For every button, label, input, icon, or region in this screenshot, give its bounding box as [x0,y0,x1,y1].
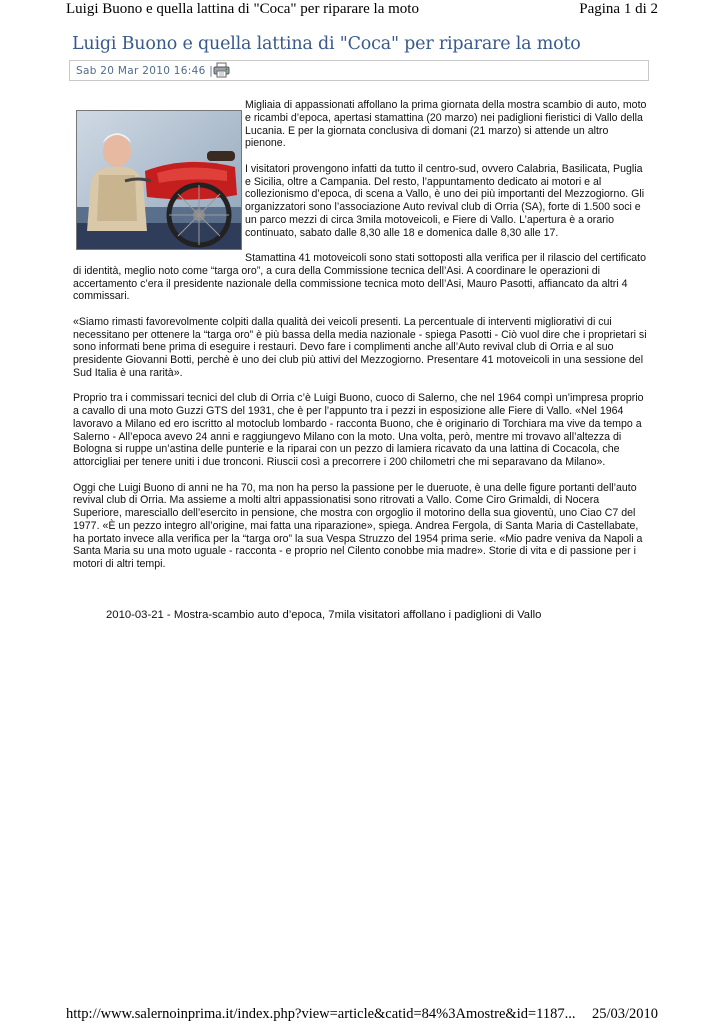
article-paragraph: «Siamo rimasti favorevolmente colpiti dalla qualità dei veicoli presenti. La percentuale di interventi migliorativi di cui necessitano per ottenere la “targa oro” è più bassa della media nazionale - spiega Pasotti - Ciò vuol dire che i proprietari si sono informati bene prima di eseguire i restauri. Devo fare i complimenti anche all’Auto revival club di Orria e al suo presidente Giovanni Botti, perchè è uno dei club più attivi del Mezzogiorno. Presentare 41 motoveicoli in una sessione del Sud Italia è una rarità». [73,315,647,379]
article-paragraph: Stamattina 41 motoveicoli sono stati sottoposti alla verifica per il rilascio del certificato di identità, meglio noto come “targa oro”, a cura della Commissione tecnica dell’Asi. A coordinare le operazioni di accertamento c’era il presidente nazionale della commissione tecnica moto dell’Asi, Mauro Pasotti, affiancato da altri 4 commissari. [73,252,646,303]
print-header-title: Luigi Buono e quella lattina di "Coca" per riparare la moto [66,1,419,17]
print-footer [0,1004,724,1024]
print-header [0,0,724,20]
date-bar [69,60,649,81]
article-date: Sab 20 Mar 2010 16:46 | [76,65,214,77]
article-title[interactable]: Luigi Buono e quella lattina di "Coca" per riparare la moto [72,34,581,54]
page-url: http://www.salernoinprima.it/index.php?view=article&catid=84%3Amostre&id=1187... [66,1006,576,1022]
printer-icon[interactable] [213,62,230,78]
article-paragraph: Oggi che Luigi Buono di anni ne ha 70, ma non ha perso la passione per le dueruote, è una delle figure portanti dell’auto revival club di Orria. Ma assieme a molti altri appassionatisi sono ritrovati a Vallo. Come Ciro Grimaldi, di Nocera Superiore, maresciallo dell’esercito in pensione, che mostra con orgoglio il motorino della sua gioventù, uno Ciao C7 del 1977. «È un pezzo integro all’origine, mai fatta una riparazione», spiega. Andrea Fergola, di Santa Maria di Castellabate, ha portato invece alla verifica per la “targa oro” la sua Vespa Struzzo del 1954 prima serie. «Mio padre veniva da Napoli a Santa Maria su una moto uguale - racconta - e proprio nel Cilento conobbe mia madre». Storie di vita e di passione per i motori di altri tempi. [73,481,643,570]
photo-spacer [73,99,245,256]
article-body [73,99,647,584]
article-paragraph: Proprio tra i commissari tecnici del club di Orria c’è Luigi Buono, cuoco di Salerno, che nel 1964 compì un’impresa proprio a cavallo di una moto Guzzi GTS del 1931, che è per l’appunto tra i pezzi in esposizione alle Fiere di Vallo. «Nel 1964 lavoravo a Milano ed ero iscritto al motoclub lombardo - racconta Buono, che è originario di Torchiara ma vive da tempo a Salerno - All’epoca avevo 24 anni e raggiungevo Milano con la moto. Una volta, però, mentre mi trovavo all’altezza di Bologna si ruppe un’astina delle punterie e la riparai con un pezzo di lamiera ricavato da una lattina di Cocacola, che attorcigliai per tenere uniti i due tronconi. Riuscii così a precorrere i 200 chilometri che mi separavano da Milano». [73,392,644,468]
article-paragraph: I visitatori provengono infatti da tutto il centro-sud, ovvero Calabria, Basilicata, Puglia e Sicilia, oltre a Campania. Del resto, l’appuntamento dedicato ai motori e al collezionismo d’epoca, di scena a Vallo, è uno dei più importanti del Mezzogiorno. Gli organizzatori sono l’associazione Auto revival club di Orria (SA), forte di 1.500 soci e un parco mezzi di circa 3mila motoveicoli, e Fiere di Vallo. L’apertura è a orario continuato, sabato dalle 8,30 alle 18 e domenica dalle 8,30 alle 17. [245,162,645,239]
related-article-link[interactable]: 2010-03-21 - Mostra-scambio auto d’epoca, 7mila visitatori affollano i padiglioni di Vallo [106,609,542,621]
print-date: 25/03/2010 [591,1006,658,1022]
article-paragraph: Migliaia di appassionati affollano la prima giornata della mostra scambio di auto, moto e ricambi d’epoca, apertasi stamattina (20 marzo) nei padiglioni fieristici di Vallo della Lucania. E per la giornata conclusiva di domani (21 marzo) si attende un altro pienone. [245,99,647,150]
page-number: Pagina 1 di 2 [579,1,658,17]
